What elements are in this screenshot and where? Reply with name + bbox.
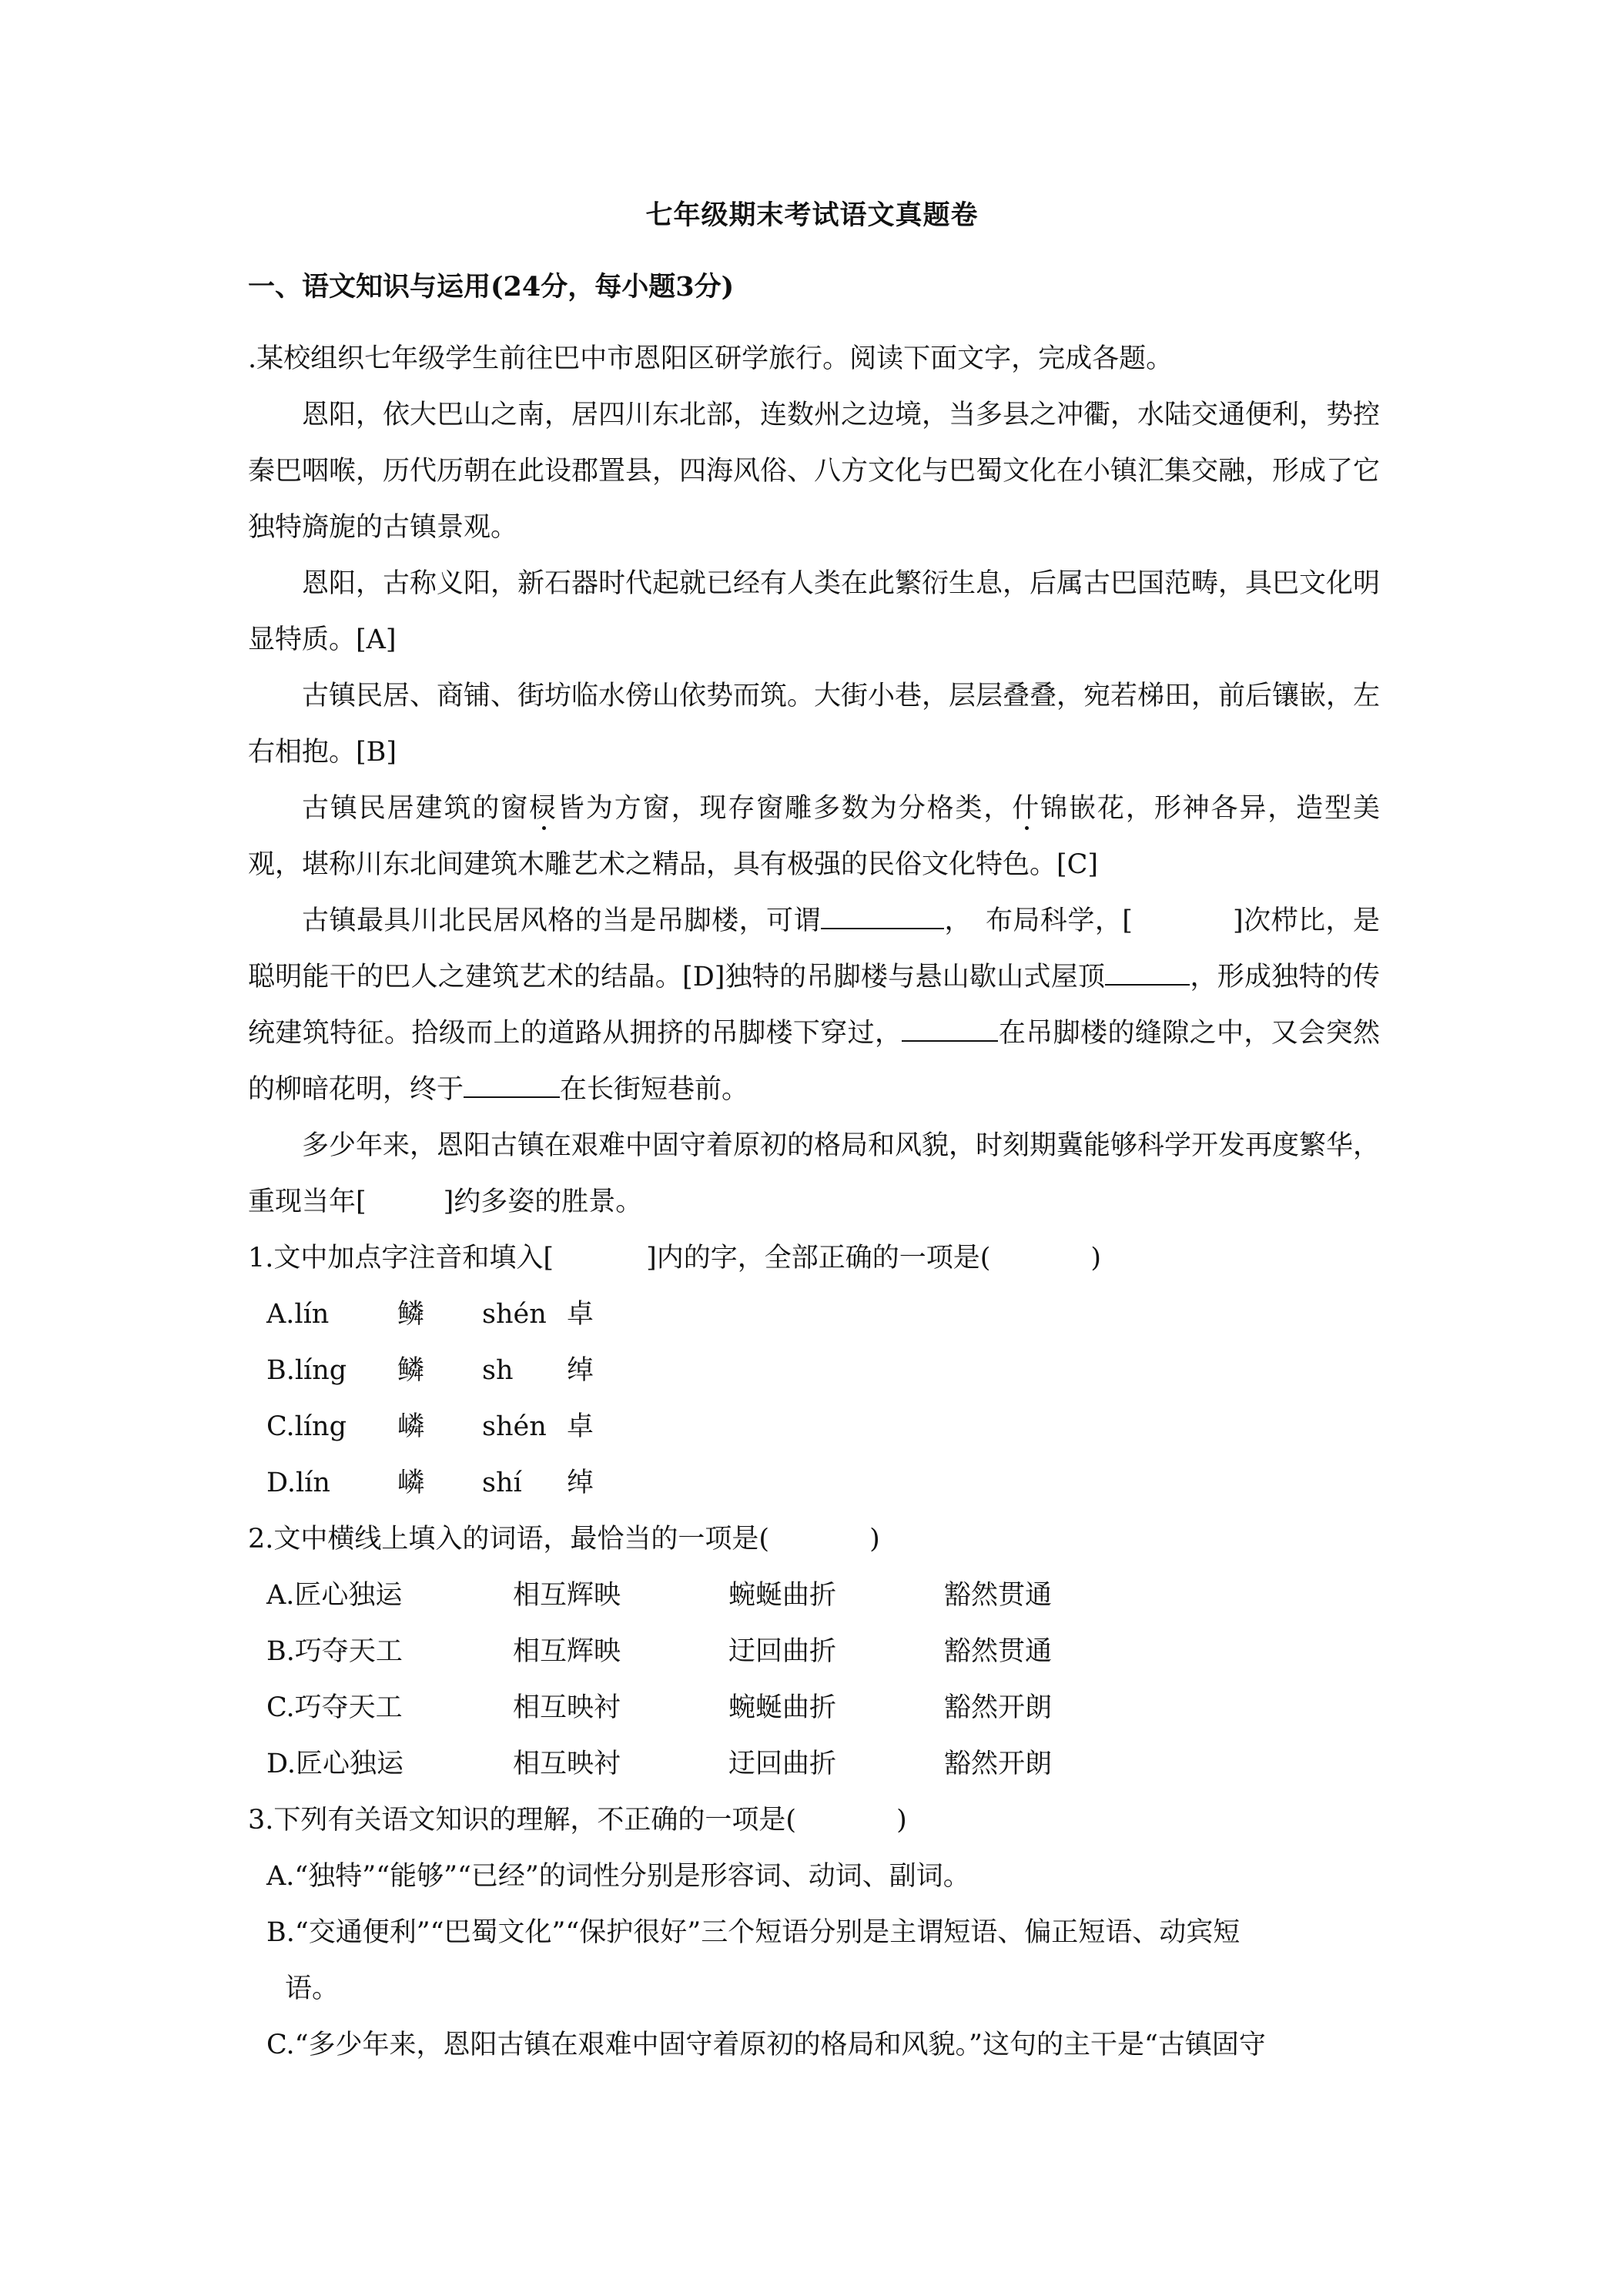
question-1-stem: 1.文中加点字注音和填入[ ]内的字，全部正确的一项是( ) xyxy=(248,1243,1102,1274)
question-2-option-b[interactable]: B.巧夺天工 相互辉映 迂回曲折 豁然贯通 xyxy=(266,1636,1053,1667)
question-3-option-b[interactable]: B.“交通便利”“巴蜀文化”“保护很好”三个短语分别是主谓短语、偏正短语、动宾短 语。 xyxy=(266,1917,1241,2004)
fill-blank-1[interactable] xyxy=(821,906,944,929)
question-3-option-c[interactable]: C.“多少年来，恩阳古镇在艰难中固守着原初的格局和风貌。”这句的主干是“古镇固守 xyxy=(266,2030,1266,2060)
passage-paragraph-4: 古镇民居建筑的窗棂皆为方窗，现存窗雕多数为分格类，什锦嵌花，形神各异，造型美观，堪称川东北间建筑木雕艺术之精品，具有极强的民俗文化特色。[C] xyxy=(248,793,1380,880)
question-1-option-c[interactable]: C.líng 嶙 shén 卓 xyxy=(266,1411,594,1442)
fill-blank-3[interactable] xyxy=(902,1019,998,1042)
question-1-option-b[interactable]: B.líng 鳞 sh 绰 xyxy=(266,1355,594,1386)
question-2-stem: 2.文中横线上填入的词语，最恰当的一项是( ) xyxy=(248,1524,880,1555)
reading-intro: .某校组织七年级学生前往巴中市恩阳区研学旅行。阅读下面文字，完成各题。 xyxy=(248,343,1174,374)
fill-blank-4[interactable] xyxy=(464,1075,560,1098)
exam-content xyxy=(248,331,1380,2073)
passage-paragraph-3: 古镇民居、商铺、街坊临水傍山依势而筑。大街小巷，层层叠叠，宛若梯田，前后镶嵌，左右相抱。[B] xyxy=(248,681,1381,768)
passage-paragraph-2: 恩阳，古称义阳，新石器时代起就已经有人类在此繁衍生息，后属古巴国范畴，具巴文化明显特质。[A] xyxy=(248,568,1381,655)
question-3-option-a[interactable]: A.“独特”“能够”“已经”的词性分别是形容词、动词、副词。 xyxy=(266,1861,970,1892)
question-1-option-a[interactable]: A.lín 鳞 shén 卓 xyxy=(266,1299,594,1330)
dotted-char: 棂 xyxy=(529,793,558,824)
question-2-option-d[interactable]: D.匠心独运 相互映衬 迂回曲折 豁然开朗 xyxy=(266,1749,1053,1779)
passage-paragraph-1: 恩阳，依大巴山之南，居四川东北部，连数州之边境，当多县之冲衢，水陆交通便利，势控秦巴咽喉，历代历朝在此设郡置县，四海风俗、八方文化与巴蜀文化在小镇汇集交融，形成了它独特旖旎的古镇景观。 xyxy=(248,400,1381,543)
question-2-option-c[interactable]: C.巧夺天工 相互映衬 蜿蜒曲折 豁然开朗 xyxy=(266,1692,1053,1723)
passage-paragraph-6: 多少年来，恩阳古镇在艰难中固守着原初的格局和风貌，时刻期冀能够科学开发再度繁华，重现当年[ ]约多姿的胜景。 xyxy=(248,1130,1381,1217)
page-title: 七年级期末考试语文真题卷 xyxy=(645,199,979,231)
dotted-char: 什 xyxy=(1012,793,1041,824)
section-heading: 一、语文知识与运用(24分，每小题3分) xyxy=(248,271,735,303)
passage-paragraph-5: 古镇最具川北民居风格的当是吊脚楼，可谓 ， 布局科学，[ ]次栉比，是聪明能干的巴人之建筑艺术的结晶。[D]独特的吊脚楼与悬山歇山式屋顶 ，形成独特的传统建筑特征。拾级而上的道路从拥挤的吊脚楼下穿过， 在吊脚楼的缝隙之中，又会突然的柳暗花明，终于 在长街短巷前。 xyxy=(248,905,1380,1105)
question-1-option-d[interactable]: D.lín 嶙 shí 绰 xyxy=(266,1468,594,1498)
question-2-option-a[interactable]: A.匠心独运 相互辉映 蜿蜒曲折 豁然贯通 xyxy=(266,1580,1053,1611)
fill-blank-2[interactable] xyxy=(1105,962,1190,986)
question-3-stem: 3.下列有关语文知识的理解，不正确的一项是( ) xyxy=(248,1805,907,1836)
